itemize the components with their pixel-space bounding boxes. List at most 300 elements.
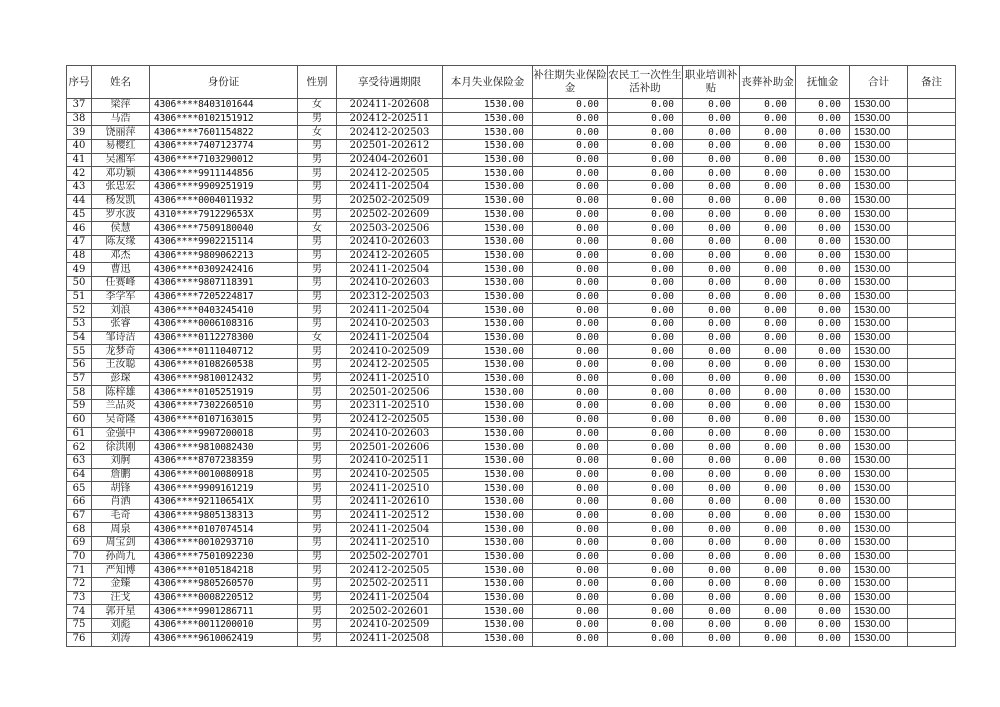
- cell-training-subsidy: 0.00: [683, 235, 740, 249]
- cell-gender: 女: [298, 331, 337, 345]
- cell-total: 1530.00: [850, 578, 908, 592]
- cell-total: 1530.00: [850, 99, 908, 113]
- table-row: [67, 249, 956, 263]
- cell-migrant-subsidy: 0.00: [608, 112, 683, 126]
- cell-total: 1530.00: [850, 564, 908, 578]
- cell-benefit: 1530.00: [443, 181, 533, 195]
- cell-training-subsidy: 0.00: [683, 605, 740, 619]
- cell-total: 1530.00: [850, 194, 908, 208]
- cell-pension: 0.00: [796, 537, 850, 551]
- table-row: [67, 591, 956, 605]
- cell-back-pay: 0.00: [533, 208, 608, 222]
- cell-id: 4306****0006108316: [150, 318, 298, 332]
- cell-back-pay: 0.00: [533, 619, 608, 633]
- cell-name: 毛奇: [92, 509, 150, 523]
- cell-migrant-subsidy: 0.00: [608, 153, 683, 167]
- cell-training-subsidy: 0.00: [683, 578, 740, 592]
- cell-gender: 男: [298, 441, 337, 455]
- cell-funeral-subsidy: 0.00: [740, 263, 796, 277]
- cell-migrant-subsidy: 0.00: [608, 454, 683, 468]
- cell-gender: 男: [298, 523, 337, 537]
- cell-period: 202411-202508: [337, 632, 443, 646]
- cell-period: 202411-202504: [337, 263, 443, 277]
- cell-training-subsidy: 0.00: [683, 509, 740, 523]
- cell-total: 1530.00: [850, 537, 908, 551]
- cell-id: 4306****0112278300: [150, 331, 298, 345]
- cell-pension: 0.00: [796, 441, 850, 455]
- cell-funeral-subsidy: 0.00: [740, 181, 796, 195]
- cell-training-subsidy: 0.00: [683, 619, 740, 633]
- cell-total: 1530.00: [850, 400, 908, 414]
- cell-pension: 0.00: [796, 400, 850, 414]
- cell-funeral-subsidy: 0.00: [740, 578, 796, 592]
- cell-id: 4310****791229653X: [150, 208, 298, 222]
- cell-id: 4306****0309242416: [150, 263, 298, 277]
- cell-training-subsidy: 0.00: [683, 290, 740, 304]
- cell-pension: 0.00: [796, 386, 850, 400]
- cell-remark: [908, 290, 956, 304]
- cell-id: 4306****0102151912: [150, 112, 298, 126]
- cell-back-pay: 0.00: [533, 153, 608, 167]
- cell-gender: 男: [298, 263, 337, 277]
- cell-name: 周泉: [92, 523, 150, 537]
- header-gender: 性别: [298, 66, 337, 99]
- cell-seq: 70: [67, 550, 92, 564]
- cell-funeral-subsidy: 0.00: [740, 386, 796, 400]
- cell-benefit: 1530.00: [443, 372, 533, 386]
- cell-id: 4306****7509180040: [150, 222, 298, 236]
- cell-back-pay: 0.00: [533, 413, 608, 427]
- cell-migrant-subsidy: 0.00: [608, 591, 683, 605]
- cell-migrant-subsidy: 0.00: [608, 249, 683, 263]
- cell-total: 1530.00: [850, 632, 908, 646]
- cell-seq: 39: [67, 126, 92, 140]
- cell-id: 4306****0403245410: [150, 304, 298, 318]
- cell-remark: [908, 400, 956, 414]
- cell-name: 严知博: [92, 564, 150, 578]
- cell-period: 202410-202509: [337, 619, 443, 633]
- cell-period: 202411-202610: [337, 495, 443, 509]
- header-period: 享受待遇期限: [337, 66, 443, 99]
- cell-migrant-subsidy: 0.00: [608, 276, 683, 290]
- cell-pension: 0.00: [796, 331, 850, 345]
- cell-remark: [908, 304, 956, 318]
- cell-remark: [908, 126, 956, 140]
- table-row: [67, 208, 956, 222]
- cell-pension: 0.00: [796, 564, 850, 578]
- cell-funeral-subsidy: 0.00: [740, 304, 796, 318]
- cell-migrant-subsidy: 0.00: [608, 208, 683, 222]
- cell-gender: 男: [298, 509, 337, 523]
- cell-name: 张忠宏: [92, 181, 150, 195]
- cell-total: 1530.00: [850, 345, 908, 359]
- table-row: [67, 537, 956, 551]
- cell-name: 张睿: [92, 318, 150, 332]
- cell-migrant-subsidy: 0.00: [608, 304, 683, 318]
- cell-pension: 0.00: [796, 605, 850, 619]
- cell-funeral-subsidy: 0.00: [740, 482, 796, 496]
- cell-id: 4306****0010080918: [150, 468, 298, 482]
- cell-back-pay: 0.00: [533, 290, 608, 304]
- cell-benefit: 1530.00: [443, 290, 533, 304]
- cell-benefit: 1530.00: [443, 619, 533, 633]
- cell-period: 202502-202511: [337, 578, 443, 592]
- cell-funeral-subsidy: 0.00: [740, 495, 796, 509]
- cell-gender: 男: [298, 140, 337, 154]
- cell-gender: 男: [298, 167, 337, 181]
- cell-seq: 38: [67, 112, 92, 126]
- table-row: [67, 578, 956, 592]
- table-row: [67, 290, 956, 304]
- cell-gender: 男: [298, 400, 337, 414]
- cell-migrant-subsidy: 0.00: [608, 427, 683, 441]
- cell-id: 4306****7501092230: [150, 550, 298, 564]
- cell-name: 周宝剑: [92, 537, 150, 551]
- cell-training-subsidy: 0.00: [683, 318, 740, 332]
- cell-migrant-subsidy: 0.00: [608, 167, 683, 181]
- cell-period: 202410-202603: [337, 427, 443, 441]
- cell-training-subsidy: 0.00: [683, 276, 740, 290]
- cell-remark: [908, 276, 956, 290]
- cell-benefit: 1530.00: [443, 468, 533, 482]
- cell-total: 1530.00: [850, 222, 908, 236]
- cell-benefit: 1530.00: [443, 509, 533, 523]
- cell-funeral-subsidy: 0.00: [740, 372, 796, 386]
- cell-pension: 0.00: [796, 222, 850, 236]
- cell-remark: [908, 235, 956, 249]
- cell-gender: 男: [298, 304, 337, 318]
- cell-benefit: 1530.00: [443, 276, 533, 290]
- cell-name: 王汝聪: [92, 359, 150, 373]
- cell-migrant-subsidy: 0.00: [608, 345, 683, 359]
- cell-gender: 男: [298, 235, 337, 249]
- cell-name: 邹诗洁: [92, 331, 150, 345]
- header-funeral-subsidy: 丧葬补助金: [740, 66, 796, 99]
- cell-period: 202410-202505: [337, 468, 443, 482]
- cell-benefit: 1530.00: [443, 208, 533, 222]
- cell-benefit: 1530.00: [443, 331, 533, 345]
- cell-gender: 男: [298, 359, 337, 373]
- cell-id: 4306****9810012432: [150, 372, 298, 386]
- cell-benefit: 1530.00: [443, 632, 533, 646]
- cell-seq: 48: [67, 249, 92, 263]
- cell-period: 202502-202509: [337, 194, 443, 208]
- cell-benefit: 1530.00: [443, 605, 533, 619]
- table-row: [67, 153, 956, 167]
- cell-pension: 0.00: [796, 140, 850, 154]
- cell-name: 兰品炎: [92, 400, 150, 414]
- cell-remark: [908, 208, 956, 222]
- cell-pension: 0.00: [796, 112, 850, 126]
- cell-id: 4306****9901286711: [150, 605, 298, 619]
- cell-id: 4306****9902215114: [150, 235, 298, 249]
- cell-back-pay: 0.00: [533, 359, 608, 373]
- cell-id: 4306****9909251919: [150, 181, 298, 195]
- cell-total: 1530.00: [850, 331, 908, 345]
- cell-training-subsidy: 0.00: [683, 564, 740, 578]
- cell-pension: 0.00: [796, 167, 850, 181]
- cell-id: 4306****0105184218: [150, 564, 298, 578]
- cell-back-pay: 0.00: [533, 578, 608, 592]
- cell-total: 1530.00: [850, 482, 908, 496]
- header-row: [67, 66, 956, 99]
- cell-funeral-subsidy: 0.00: [740, 345, 796, 359]
- table-row: [67, 181, 956, 195]
- cell-back-pay: 0.00: [533, 454, 608, 468]
- table-row: [67, 413, 956, 427]
- cell-training-subsidy: 0.00: [683, 140, 740, 154]
- cell-migrant-subsidy: 0.00: [608, 619, 683, 633]
- cell-pension: 0.00: [796, 126, 850, 140]
- cell-pension: 0.00: [796, 208, 850, 222]
- cell-remark: [908, 153, 956, 167]
- cell-funeral-subsidy: 0.00: [740, 194, 796, 208]
- cell-training-subsidy: 0.00: [683, 181, 740, 195]
- cell-seq: 69: [67, 537, 92, 551]
- cell-id: 4306****9810082430: [150, 441, 298, 455]
- cell-benefit: 1530.00: [443, 318, 533, 332]
- cell-total: 1530.00: [850, 454, 908, 468]
- cell-back-pay: 0.00: [533, 400, 608, 414]
- cell-id: 4306****0010293710: [150, 537, 298, 551]
- cell-period: 202410-202511: [337, 454, 443, 468]
- cell-name: 郭开星: [92, 605, 150, 619]
- cell-period: 202410-202603: [337, 235, 443, 249]
- cell-back-pay: 0.00: [533, 99, 608, 113]
- cell-training-subsidy: 0.00: [683, 632, 740, 646]
- cell-total: 1530.00: [850, 290, 908, 304]
- cell-total: 1530.00: [850, 318, 908, 332]
- cell-total: 1530.00: [850, 276, 908, 290]
- header-total: 合计: [850, 66, 908, 99]
- cell-id: 4306****921106541X: [150, 495, 298, 509]
- table-row: [67, 140, 956, 154]
- cell-pension: 0.00: [796, 276, 850, 290]
- cell-funeral-subsidy: 0.00: [740, 235, 796, 249]
- cell-total: 1530.00: [850, 413, 908, 427]
- cell-back-pay: 0.00: [533, 509, 608, 523]
- cell-back-pay: 0.00: [533, 345, 608, 359]
- cell-seq: 75: [67, 619, 92, 633]
- cell-id: 4306****9610062419: [150, 632, 298, 646]
- cell-training-subsidy: 0.00: [683, 249, 740, 263]
- cell-pension: 0.00: [796, 235, 850, 249]
- cell-back-pay: 0.00: [533, 181, 608, 195]
- cell-pension: 0.00: [796, 372, 850, 386]
- cell-period: 202501-202506: [337, 386, 443, 400]
- table-row: [67, 400, 956, 414]
- cell-migrant-subsidy: 0.00: [608, 263, 683, 277]
- cell-total: 1530.00: [850, 509, 908, 523]
- cell-back-pay: 0.00: [533, 318, 608, 332]
- cell-pension: 0.00: [796, 304, 850, 318]
- cell-total: 1530.00: [850, 126, 908, 140]
- cell-name: 刘舸: [92, 454, 150, 468]
- cell-remark: [908, 523, 956, 537]
- cell-name: 孙尚九: [92, 550, 150, 564]
- table-row: [67, 386, 956, 400]
- cell-back-pay: 0.00: [533, 167, 608, 181]
- cell-funeral-subsidy: 0.00: [740, 509, 796, 523]
- table-row: [67, 304, 956, 318]
- cell-back-pay: 0.00: [533, 564, 608, 578]
- cell-back-pay: 0.00: [533, 112, 608, 126]
- table-row: [67, 619, 956, 633]
- cell-training-subsidy: 0.00: [683, 413, 740, 427]
- cell-pension: 0.00: [796, 591, 850, 605]
- cell-back-pay: 0.00: [533, 523, 608, 537]
- cell-back-pay: 0.00: [533, 140, 608, 154]
- cell-total: 1530.00: [850, 112, 908, 126]
- cell-training-subsidy: 0.00: [683, 112, 740, 126]
- cell-seq: 55: [67, 345, 92, 359]
- cell-migrant-subsidy: 0.00: [608, 468, 683, 482]
- cell-remark: [908, 112, 956, 126]
- cell-seq: 60: [67, 413, 92, 427]
- cell-migrant-subsidy: 0.00: [608, 331, 683, 345]
- cell-id: 4306****7302260510: [150, 400, 298, 414]
- cell-period: 202404-202601: [337, 153, 443, 167]
- table-body: [67, 99, 956, 647]
- cell-id: 4306****0111040712: [150, 345, 298, 359]
- cell-seq: 37: [67, 99, 92, 113]
- cell-seq: 66: [67, 495, 92, 509]
- cell-pension: 0.00: [796, 359, 850, 373]
- cell-training-subsidy: 0.00: [683, 153, 740, 167]
- cell-training-subsidy: 0.00: [683, 523, 740, 537]
- cell-period: 202502-202601: [337, 605, 443, 619]
- cell-migrant-subsidy: 0.00: [608, 413, 683, 427]
- cell-name: 任赛峰: [92, 276, 150, 290]
- cell-migrant-subsidy: 0.00: [608, 578, 683, 592]
- cell-funeral-subsidy: 0.00: [740, 359, 796, 373]
- cell-period: 202411-202608: [337, 99, 443, 113]
- cell-benefit: 1530.00: [443, 153, 533, 167]
- cell-gender: 男: [298, 482, 337, 496]
- cell-remark: [908, 578, 956, 592]
- cell-seq: 68: [67, 523, 92, 537]
- benefit-payment-sheet: [66, 65, 956, 647]
- table-row: [67, 454, 956, 468]
- cell-remark: [908, 386, 956, 400]
- cell-name: 詹鹏: [92, 468, 150, 482]
- cell-training-subsidy: 0.00: [683, 208, 740, 222]
- header-name: 姓名: [92, 66, 150, 99]
- cell-name: 金臻: [92, 578, 150, 592]
- cell-period: 202412-202505: [337, 413, 443, 427]
- cell-funeral-subsidy: 0.00: [740, 153, 796, 167]
- cell-back-pay: 0.00: [533, 482, 608, 496]
- cell-gender: 男: [298, 249, 337, 263]
- cell-migrant-subsidy: 0.00: [608, 140, 683, 154]
- cell-name: 易樱红: [92, 140, 150, 154]
- cell-name: 龙梦奇: [92, 345, 150, 359]
- cell-benefit: 1530.00: [443, 263, 533, 277]
- cell-name: 李学军: [92, 290, 150, 304]
- cell-seq: 50: [67, 276, 92, 290]
- cell-seq: 53: [67, 318, 92, 332]
- table-row: [67, 495, 956, 509]
- cell-total: 1530.00: [850, 235, 908, 249]
- cell-benefit: 1530.00: [443, 413, 533, 427]
- cell-pension: 0.00: [796, 427, 850, 441]
- cell-name: 汪戈: [92, 591, 150, 605]
- cell-training-subsidy: 0.00: [683, 304, 740, 318]
- cell-training-subsidy: 0.00: [683, 167, 740, 181]
- cell-remark: [908, 249, 956, 263]
- cell-training-subsidy: 0.00: [683, 454, 740, 468]
- cell-training-subsidy: 0.00: [683, 482, 740, 496]
- cell-name: 金强中: [92, 427, 150, 441]
- cell-pension: 0.00: [796, 632, 850, 646]
- cell-back-pay: 0.00: [533, 386, 608, 400]
- cell-gender: 男: [298, 372, 337, 386]
- cell-benefit: 1530.00: [443, 550, 533, 564]
- cell-id: 4306****9911144856: [150, 167, 298, 181]
- cell-back-pay: 0.00: [533, 235, 608, 249]
- cell-back-pay: 0.00: [533, 249, 608, 263]
- cell-id: 4306****9805138313: [150, 509, 298, 523]
- header-seq: 序号: [67, 66, 92, 99]
- cell-id: 4306****0004011932: [150, 194, 298, 208]
- cell-funeral-subsidy: 0.00: [740, 290, 796, 304]
- header-back-pay: 补往期失业保险金: [533, 66, 608, 99]
- table-row: [67, 605, 956, 619]
- cell-id: 4306****0108260538: [150, 359, 298, 373]
- cell-benefit: 1530.00: [443, 523, 533, 537]
- cell-gender: 男: [298, 619, 337, 633]
- cell-remark: [908, 222, 956, 236]
- cell-period: 202502-202609: [337, 208, 443, 222]
- cell-benefit: 1530.00: [443, 482, 533, 496]
- cell-funeral-subsidy: 0.00: [740, 112, 796, 126]
- cell-seq: 67: [67, 509, 92, 523]
- cell-back-pay: 0.00: [533, 495, 608, 509]
- cell-back-pay: 0.00: [533, 605, 608, 619]
- cell-benefit: 1530.00: [443, 345, 533, 359]
- cell-gender: 男: [298, 564, 337, 578]
- table-row: [67, 468, 956, 482]
- cell-id: 4306****9807118391: [150, 276, 298, 290]
- cell-funeral-subsidy: 0.00: [740, 591, 796, 605]
- cell-training-subsidy: 0.00: [683, 386, 740, 400]
- cell-total: 1530.00: [850, 550, 908, 564]
- cell-pension: 0.00: [796, 468, 850, 482]
- cell-gender: 男: [298, 550, 337, 564]
- header-benefit: 本月失业保险金: [443, 66, 533, 99]
- table-row: [67, 359, 956, 373]
- cell-seq: 73: [67, 591, 92, 605]
- cell-pension: 0.00: [796, 153, 850, 167]
- cell-migrant-subsidy: 0.00: [608, 290, 683, 304]
- cell-total: 1530.00: [850, 468, 908, 482]
- cell-id: 4306****8707238359: [150, 454, 298, 468]
- cell-pension: 0.00: [796, 345, 850, 359]
- cell-period: 202501-202612: [337, 140, 443, 154]
- cell-migrant-subsidy: 0.00: [608, 550, 683, 564]
- cell-gender: 男: [298, 386, 337, 400]
- cell-name: 陈友缘: [92, 235, 150, 249]
- cell-migrant-subsidy: 0.00: [608, 495, 683, 509]
- table-row: [67, 99, 956, 113]
- cell-remark: [908, 441, 956, 455]
- cell-remark: [908, 318, 956, 332]
- cell-funeral-subsidy: 0.00: [740, 208, 796, 222]
- cell-gender: 男: [298, 591, 337, 605]
- cell-period: 202411-202504: [337, 591, 443, 605]
- cell-id: 4306****7205224817: [150, 290, 298, 304]
- cell-period: 202410-202503: [337, 318, 443, 332]
